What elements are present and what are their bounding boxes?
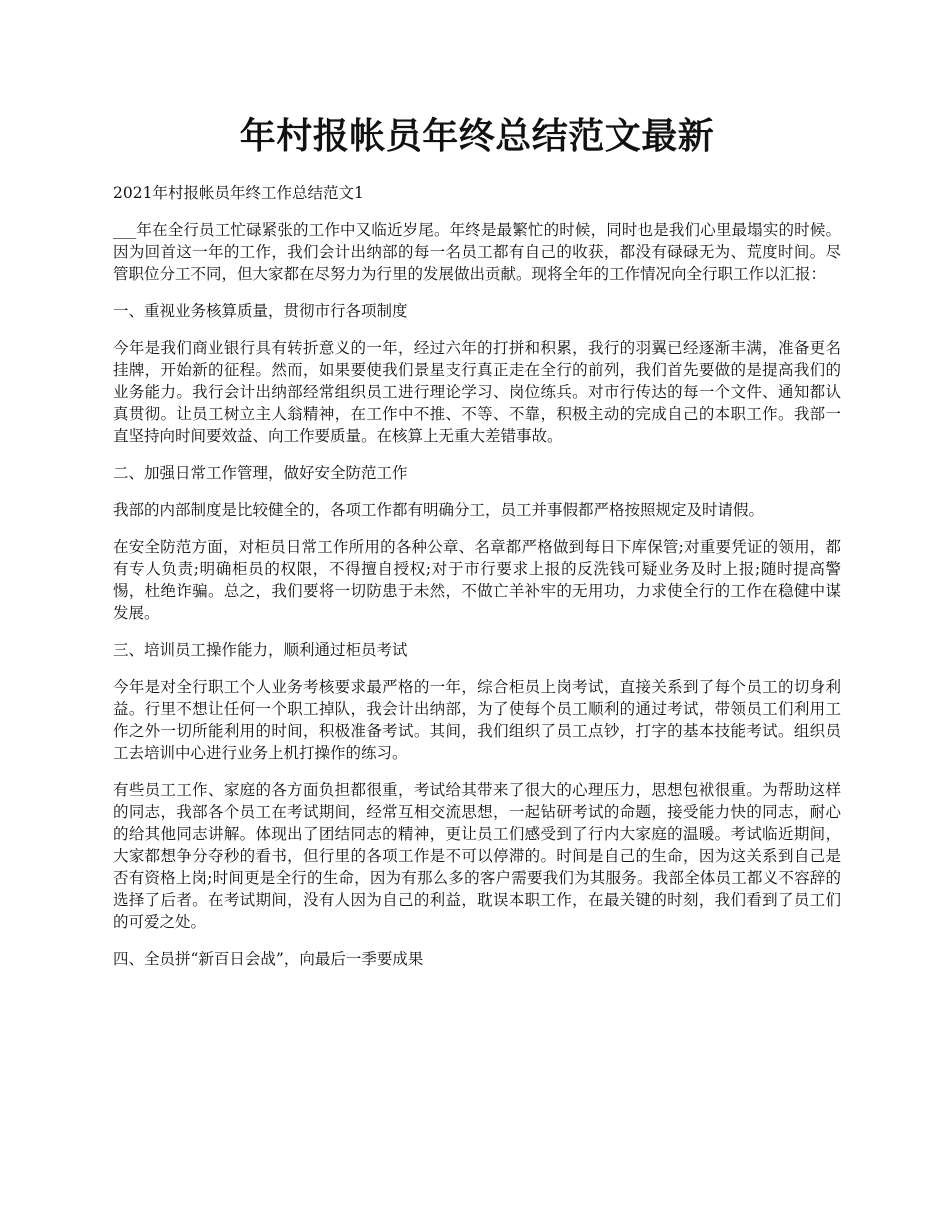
body-paragraph: 在安全防范方面，对柜员日常工作所用的各种公章、名章都严格做到每日下库保管;对重要凭证的领用，都有专人负责;明确柜员的权限，不得擅自授权;对于市行要求上报的反洗钱可疑业务及时上报;随时提高警惕，杜绝诈骗。总之，我们要将一切防患于未然，不做亡羊补牢的无用功，力求使全行的工作在稳健中谋发展。: [113, 538, 841, 622]
intro-paragraph: ___年在全行员工忙碌紧张的工作中又临近岁尾。年终是最繁忙的时候，同时也是我们心里最塌实的时候。因为回首这一年的工作，我们会计出纳部的每一名员工都有自己的收获，都没有碌碌无为、荒度时间。尽管职位分工不同，但大家都在尽努力为行里的发展做出贡献。现将全年的工作情况向全行职工作以汇报：: [113, 221, 841, 283]
section-heading-2: 二、加强日常工作管理，做好安全防范工作: [113, 464, 408, 482]
document-title: 年村报帐员年终总结范文最新: [239, 115, 715, 157]
section-heading-3: 三、培训员工操作能力，顺利通过柜员考试: [113, 641, 408, 659]
section-heading-4: 四、全员拼“新百日会战”，向最后一季要成果: [113, 950, 424, 968]
body-paragraph: 有些员工工作、家庭的各方面负担都很重，考试给其带来了很大的心理压力，思想包袱很重。为帮助这样的同志，我部各个员工在考试期间，经常互相交流思想，一起钻研考试的命题，接受能力快的同志，耐心的给其他同志讲解。体现出了团结同志的精神，更让员工们感受到了行内大家庭的温暖。考试临近期间，大家都想争分夺秒的看书，但行里的各项工作是不可以停滞的。时间是自己的生命，因为这关系到自己是否有资格上岗;时间更是全行的生命，因为有那么多的客户需要我们为其服务。我部全体员工都义不容辞的选择了后者。在考试期间，没有人因为自己的利益，耽误本职工作，在最关键的时刻，我们看到了员工们的可爱之处。: [113, 781, 841, 931]
document-page: [113, 108, 841, 970]
section-heading-1: 一、重视业务核算质量，贯彻市行各项制度: [113, 302, 408, 320]
body-paragraph: 今年是我们商业银行具有转折意义的一年，经过六年的打拼和积累，我行的羽翼已经逐渐丰满，准备更名挂牌，开始新的征程。然而，如果要使我们景星支行真正走在全行的前列，我们首先要做的是提高我们的业务能力。我行会计出纳部经常组织员工进行理论学习、岗位练兵。对市行传达的每一个文件、通知都认真贯彻。让员工树立主人翁精神，在工作中不推、不等、不靠，积极主动的完成自己的本职工作。我部一直坚持向时间要效益、向工作要质量。在核算上无重大差错事故。: [113, 339, 841, 445]
document-subtitle: 2021年村报帐员年终工作总结范文1: [113, 184, 364, 202]
body-paragraph: 我部的内部制度是比较健全的，各项工作都有明确分工，员工并事假都严格按照规定及时请假。: [113, 501, 765, 519]
body-paragraph: 今年是对全行职工个人业务考核要求最严格的一年，综合柜员上岗考试，直接关系到了每个员工的切身利益。行里不想让任何一个职工掉队，我会计出纳部，为了使每个员工顺利的通过考试，带领员工们利用工作之外一切所能利用的时间，积极准备考试。其间，我们组织了员工点钞，打字的基本技能考试。组织员工去培训中心进行业务上机打操作的练习。: [113, 678, 841, 762]
